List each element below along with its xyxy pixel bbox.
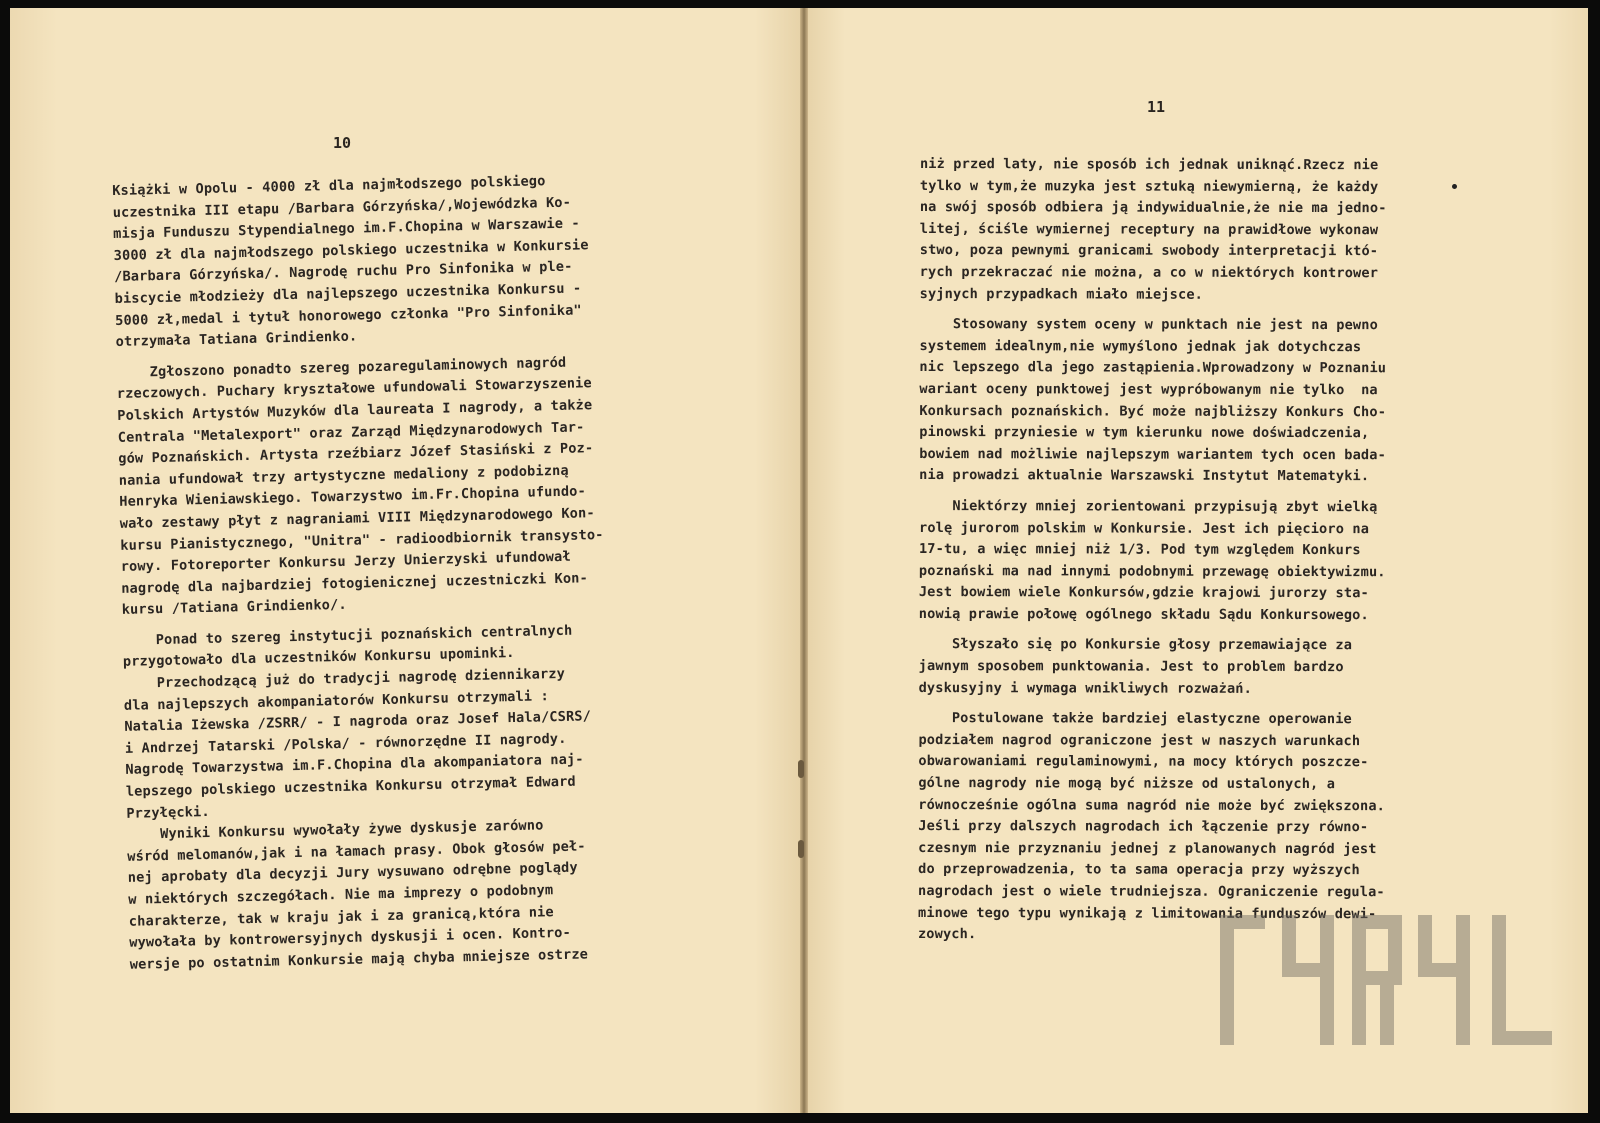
text-line: rych przekraczać nie można, a co w niektórych kontrower	[919, 263, 1379, 282]
text-line: niż przed laty, nie sposób ich jednak uniknąć.Rzecz nie	[919, 156, 1379, 174]
binding-stitch	[798, 760, 804, 778]
text-line: rolę jurorom polskim w Konkursie. Jest ich pięcioro na	[919, 519, 1370, 537]
text-line: nagrodach jest o wiele trudniejsza. Ograniczenie regula-	[918, 882, 1385, 901]
text-line: litej, ściśle wymiernej receptury na prawidłowe wykonaw	[919, 220, 1379, 238]
text-line: lepszego polskiego uczestnika Konkursu otrzymał Edward	[125, 773, 576, 800]
text-line: zowych.	[917, 926, 977, 943]
text-line: podziałem nagrod ograniczone jest w naszych warunkach	[918, 731, 1361, 749]
text-line: nic lepszego dla jego zastąpienia.Wprowadzony w Poznaniu	[919, 359, 1387, 377]
text-line: biscycie młodzieży dla najlepszego uczestnika Konkursu -	[114, 280, 582, 307]
text-line: 5000 zł,medal i tytuł honorowego członka "Pro Sinfonika"	[114, 301, 582, 329]
text-line: gólne nagrody nie mogą być niższe od ustalonych, a	[918, 775, 1336, 793]
text-line: dyskusyjny i wymaga wnikliwych rozważań.	[918, 679, 1252, 697]
watermark-stroke	[1380, 985, 1394, 1045]
text-line: przygotowało dla uczestników Konkursu upominki.	[122, 645, 515, 671]
text-line: rowy. Fotoreporter Konkursu Jerzy Unierzyski ufundował	[120, 548, 571, 575]
text-line: Natalia Iżewska /ZSRR/ - I nagroda oraz Josef Hala/CSRS/	[124, 708, 592, 736]
watermark-stroke	[1492, 915, 1506, 1045]
text-line: jawnym sposobem punktowania. Jest to problem bardzo	[918, 658, 1344, 676]
right-page-number: 11	[1147, 98, 1166, 116]
text-line: Nagrodę Towarzystwa im.F.Chopina dla akompaniatora naj-	[125, 751, 584, 779]
text-line: na swój sposób odbiera ją indywidualnie,że nie ma jedno-	[919, 199, 1387, 217]
text-line: poznański ma nad innymi podobnymi przewagę obiektywizmu.	[918, 562, 1386, 580]
text-line: Postulowane także bardziej elastyczne operowanie	[918, 710, 1352, 728]
text-line: Zgłoszono ponadto szereg pozaregulaminowych nagród	[116, 354, 567, 381]
text-line: nej aprobaty dla decyzji Jury wysuwano odrębne poglądy	[127, 860, 578, 887]
left-page-number: 10	[333, 134, 352, 152]
watermark-stroke	[1352, 971, 1400, 985]
text-line: Polskich Artystów Muzyków dla laureata I nagrody, a także	[117, 397, 593, 424]
right-page-body	[918, 154, 1387, 947]
text-line: Książki w Opolu - 4000 zł dla najmłodszego polskiego	[112, 173, 546, 199]
watermark-stroke	[1220, 915, 1234, 1045]
text-line: /Barbara Górzyńska/. Nagrodę ruchu Pro Sinfonika w ple-	[114, 258, 573, 286]
text-line: uczestnika III etapu /Barbara Górzyńska/,Wojewódzka Ko-	[112, 194, 572, 221]
text-line: wersje po ostatnim Konkursie mają chyba mniejsze ostrze	[129, 946, 589, 973]
watermark-stroke	[1320, 915, 1334, 1045]
text-line: Przyłęcki.	[126, 803, 210, 822]
text-line: 3000 zł dla najmłodszego polskiego uczestnika w Konkursie	[113, 236, 589, 264]
binding-stitch	[798, 840, 804, 858]
text-line: równocześnie ogólna suma nagród nie może być zwiększona.	[918, 796, 1386, 814]
text-line: nia prowadzi aktualnie Warszawski Instytut Matematyki.	[919, 467, 1370, 485]
text-line: Słyszało się po Konkursie głosy przemawiające za	[918, 636, 1353, 654]
text-line: minowe tego typu wynikają z limitowania funduszów dewi-	[917, 904, 1377, 922]
text-line: Wyniki Konkursu wywołały żywe dyskusje zarówno	[126, 817, 544, 844]
text-line: Przechodzącą już do tradycji nagrodę dziennikarzy	[123, 665, 566, 692]
text-line: kursu Pianistycznego, "Unitra" - radioodbiornik transysto-	[120, 526, 604, 554]
text-line: stwo, poza pewnymi granicami swobody interpretacji któ-	[919, 242, 1379, 260]
text-line: Henryka Wieniawskiego. Towarzystwo im.Fr.Chopina ufundo-	[119, 483, 587, 511]
text-line: w niektórych szczegółach. Nie ma imprezy o podobnym	[128, 882, 554, 908]
text-line: i Andrzej Tatarski /Polska/ - równorzędne II nagrody.	[124, 730, 567, 757]
text-line: dla najlepszych akompaniatorów Konkursu otrzymali :	[123, 687, 550, 714]
text-line: systemem idealnym,nie wymyślono jednak jak dotychczas	[919, 337, 1362, 355]
text-line: Stosowany system oceny w punktach nie jest na pewno	[919, 316, 1378, 334]
text-line: czesnym nie przyznaniu jednej z planowanych nagród jest	[918, 839, 1377, 858]
text-line: misja Funduszu Stypendialnego im.F.Chopina w Warszawie -	[113, 215, 580, 243]
ink-speck	[1452, 184, 1457, 189]
text-line: Konkursach poznańskich. Być może najbliższy Konkurs Cho-	[919, 402, 1387, 420]
watermark-stroke	[1220, 915, 1265, 929]
text-line: nagrodę dla najbardziej fotogienicznej uczestniczki Kon-	[121, 569, 589, 597]
text-line: gów Poznańskich. Artysta rzeźbiarz Józef Stasiński z Poz-	[118, 440, 594, 468]
text-line: Jeśli przy dalszych nagrodach ich łączenie przy równo-	[918, 818, 1369, 836]
text-line: wywołała by kontrowersyjnych dyskusji i ocen. Kontro-	[129, 924, 572, 951]
left-page-body	[112, 170, 613, 976]
text-line: nania ufundował trzy artystyczne medaliony z podobizną	[118, 462, 569, 489]
text-line: otrzymała Tatiana Grindienko.	[115, 328, 358, 351]
watermark-stroke	[1492, 1031, 1552, 1045]
book-gutter	[800, 8, 808, 1113]
text-line: Jest bowiem wiele Konkursów,gdzie krajowi jurorzy sta-	[918, 584, 1369, 602]
text-line: kursu /Tatiana Grindienko/.	[121, 597, 347, 619]
watermark-stroke	[1418, 963, 1470, 977]
text-line: rzeczowych. Puchary kryształowe ufundowali Stowarzyszenie	[116, 375, 592, 403]
text-line: obwarowaniami regulaminowymi, na mocy których poszcze-	[918, 753, 1369, 771]
text-line: charakterze, tak w kraju jak i za granicą,która nie	[128, 903, 554, 930]
text-line: Centrala "Metalexport" oraz Zarząd Międzynarodowych Tar-	[117, 418, 585, 446]
text-line: wało zestawy płyt z nagraniami VIII Międzynarodowego Kon-	[119, 505, 595, 532]
text-line: nowią prawie połowę ogólnego składu Sądu Konkursowego.	[918, 605, 1369, 624]
text-line: 17-tu, a więc mniej niż 1/3. Pod tym względem Konkurs	[918, 541, 1361, 559]
text-line: Ponad to szereg instytucji poznańskich centralnych	[122, 622, 573, 649]
text-line: bowiem nad możliwie najlepszym wariantem tych ocen bada-	[919, 445, 1386, 463]
text-line: do przeprowadzenia, to ta sama operacja przy wyższych	[918, 861, 1360, 879]
text-line: wariant oceny punktowej jest wypróbowanym nie tylko na	[919, 380, 1378, 399]
text-line: syjnych przypadkach miało miejsce.	[919, 285, 1204, 303]
watermark-stroke	[1456, 915, 1470, 1045]
text-line: Niektórzy mniej zorientowani przypisują zbyt wielką	[919, 497, 1378, 516]
watermark-stroke	[1282, 963, 1334, 977]
cyryl-watermark	[1220, 915, 1560, 1055]
text-line: wśród melomanów,jak i na łamach prasy. Obok głosów peł-	[127, 838, 586, 865]
text-line: tylko w tym,że muzyka jest sztuką niewymierną, że każdy	[919, 177, 1379, 195]
text-line: pinowski przyniesie w tym kierunku nowe doświadczenia,	[919, 424, 1370, 442]
